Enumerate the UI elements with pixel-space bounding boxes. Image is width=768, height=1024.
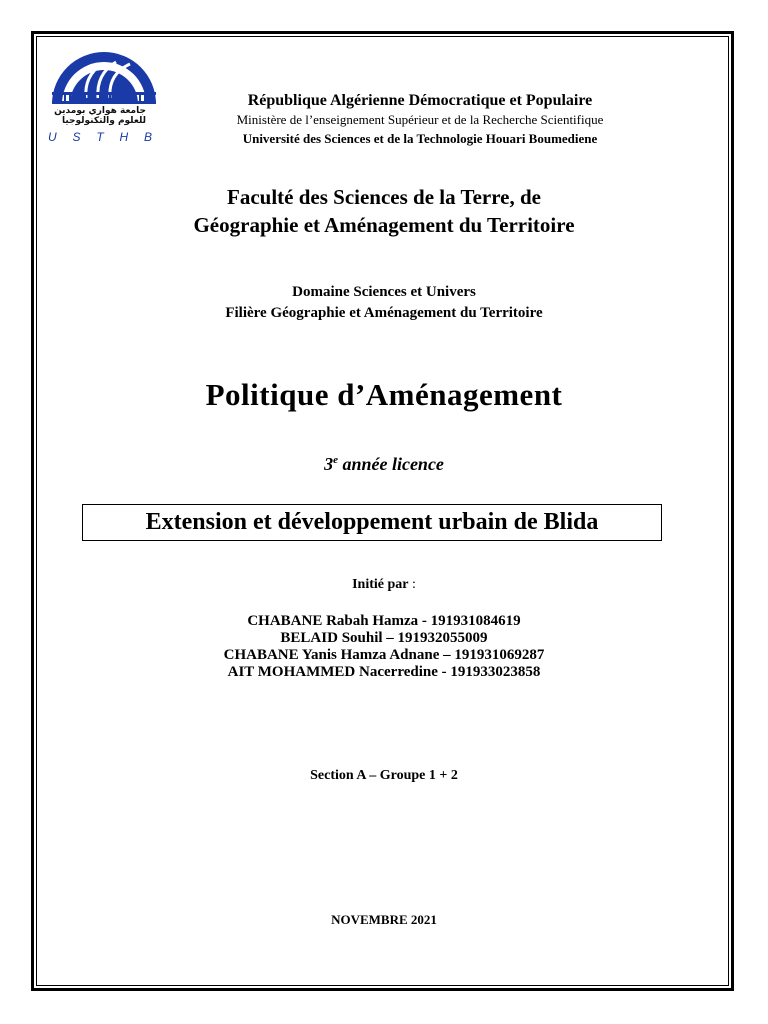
- university-heading: Université des Sciences et de la Technologie Houari Boumediene: [242, 131, 598, 146]
- document-date: NOVEMBRE 2021: [331, 912, 437, 927]
- logo-arabic-text: جامعة هواري بومدين للعلوم والتكنولوجيا: [54, 106, 146, 126]
- year-label: 3e année licence: [324, 454, 444, 474]
- initiated-by-label: Initié par :: [352, 577, 416, 592]
- subject-title-box: Extension et développement urbain de Blida: [82, 504, 662, 541]
- author-item: BELAID Souhil – 191932055009: [280, 630, 488, 646]
- ministry-heading: Ministère de l’enseignement Supérieur et de la Recherche Scientifique: [236, 112, 604, 127]
- republic-heading: République Algérienne Démocratique et Populaire: [247, 92, 593, 109]
- field-line: Filière Géographie et Aménagement du Territoire: [225, 305, 543, 321]
- usthb-logo-emblem: [46, 48, 162, 108]
- course-title: Politique d’Aménagement: [205, 377, 563, 412]
- authors-list: [0, 613, 768, 681]
- author-item: CHABANE Rabah Hamza - 191931084619: [247, 613, 521, 629]
- domain-line: Domaine Sciences et Univers: [292, 284, 476, 300]
- section-group: Section A – Groupe 1 + 2: [310, 768, 458, 783]
- author-item: CHABANE Yanis Hamza Adnane – 191931069287: [223, 647, 545, 663]
- usthb-logo: [46, 48, 162, 148]
- logo-latin-letters: U S T H B: [48, 130, 152, 144]
- author-item: AIT MOHAMMED Nacerredine - 191933023858: [227, 664, 541, 680]
- faculty-line-1: Faculté des Sciences de la Terre, de: [227, 185, 541, 209]
- faculty-line-2: Géographie et Aménagement du Territoire: [193, 213, 575, 237]
